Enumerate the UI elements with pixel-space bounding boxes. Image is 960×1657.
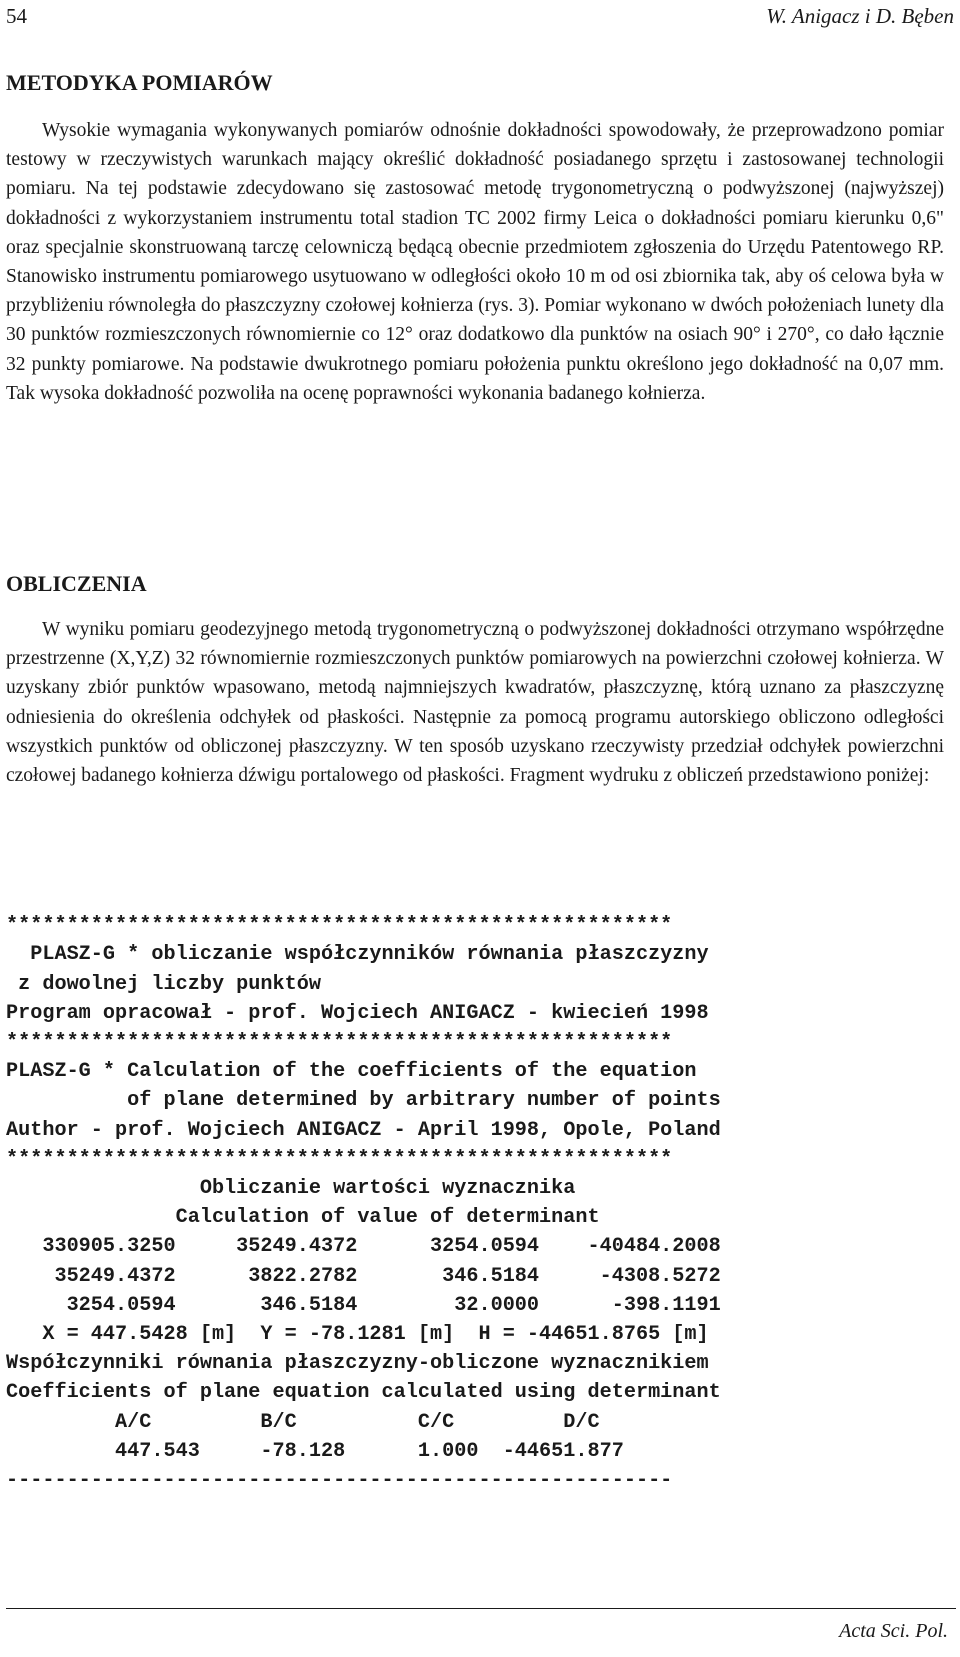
printout-line: Author - prof. Wojciech ANIGACZ - April 1998, Opole, Poland [6,1118,721,1142]
printout-line: A/C B/C C/C D/C [6,1410,600,1434]
printout-line: Obliczanie wartości wyznacznika [6,1177,576,1201]
journal-name: Acta Sci. Pol. [839,1620,948,1642]
printout-line: of plane determined by arbitrary number of points [6,1089,721,1113]
printout-line: ******************************************************* [6,1031,673,1055]
methodology-paragraph [6,116,944,408]
footer-rule [6,1608,956,1609]
printout-line: z dowolnej liczby punktów [6,972,321,996]
page-number: 54 [6,4,27,28]
printout-line: Współczynniki równania płaszczyzny-obliczone wyznacznikiem [6,1352,709,1376]
printout-line: Calculation of value of determinant [6,1206,600,1230]
running-head: W. Anigacz i D. Bęben [766,4,954,28]
printout-line: 330905.3250 35249.4372 3254.0594 -40484.2008 [6,1235,721,1259]
program-printout [6,882,721,1524]
printout-line: ******************************************************* [6,1147,673,1171]
printout-line: 447.543 -78.128 1.000 -44651.877 [6,1439,624,1463]
printout-line: 35249.4372 3822.2782 346.5184 -4308.5272 [6,1264,721,1288]
methodology-text: Wysokie wymagania wykonywanych pomiarów odnośnie dokładności spowodowały, że przeprowadzono pomiar testowy w rzeczywistych warunkach mający określić dokładność posiadanego sprzętu i zastosowanej technologii pomiaru. Na tej podstawie zdecydowano się zastosować metodę trygonometryczną o podwyższonej (najwyższej) dokładności z wykorzystaniem instrumentu total stadion TC 2002 firmy Leica o dokładności pomiaru kierunku 0,6" oraz specjalnie skonstruowaną tarczę celowniczą będącą obecnie przedmiotem zgłoszenia do Urzędu Patentowego RP. Stanowisko instrumentu pomiarowego usytuowano w odległości około 10 m od osi zbiornika tak, aby oś celowa była w przybliżeniu równoległa do płaszczyzny czołowej kołnierza (rys. 3). Pomiar wykonano w dwóch położeniach lunety dla 30 punktów rozmieszczonych równomiernie co 12° oraz dodatkowo dla punktów na osiach 90° i 270°, co dało łącznie 32 punkty pomiarowe. Na podstawie dwukrotnego pomiaru położenia punktu określono jego dokładność na 0,07 mm. Tak wysoka dokładność pozwoliła na ocenę poprawności wykonania badanego kołnierza. [6,120,944,404]
printout-line: X = 447.5428 [m] Y = -78.1281 [m] H = -44651.8765 [m] [6,1323,709,1347]
calculations-text: W wyniku pomiaru geodezyjnego metodą trygonometryczną o podwyższonej dokładności otrzymano współrzędne przestrzenne (X,Y,Z) 32 równomiernie rozmieszczonych punktów pomiarowych na powierzchni czołowej kołnierza. W uzyskany zbiór punktów wpasowano, metodą najmniejszych kwadratów, płaszczyznę, którą uznano za płaszczyznę odniesienia do określenia odchyłek od płaskości. Następnie za pomocą programu autorskiego obliczono odległości wszystkich punktów od obliczonej płaszczyzny. W ten sposób uzyskano rzeczywisty przedział odchyłek powierzchni czołowej badanego kołnierza dźwigu portalowego od płaskości. Fragment wydruku z obliczeń przedstawiono poniżej: [6,619,944,787]
section-heading-methodology: METODYKA POMIARÓW [6,70,273,95]
printout-line: PLASZ-G * obliczanie współczynników równania płaszczyzny [6,943,709,967]
section-heading-calculations: OBLICZENIA [6,571,147,596]
printout-line: Program opracował - prof. Wojciech ANIGACZ - kwiecień 1998 [6,1001,709,1025]
printout-line: 3254.0594 346.5184 32.0000 -398.1191 [6,1293,721,1317]
calculations-paragraph [6,615,944,790]
printout-line: ******************************************************* [6,914,673,938]
printout-line: Coefficients of plane equation calculated using determinant [6,1381,721,1405]
printout-line: ------------------------------------------------------- [6,1469,673,1493]
printout-line: PLASZ-G * Calculation of the coefficients of the equation [6,1060,697,1084]
